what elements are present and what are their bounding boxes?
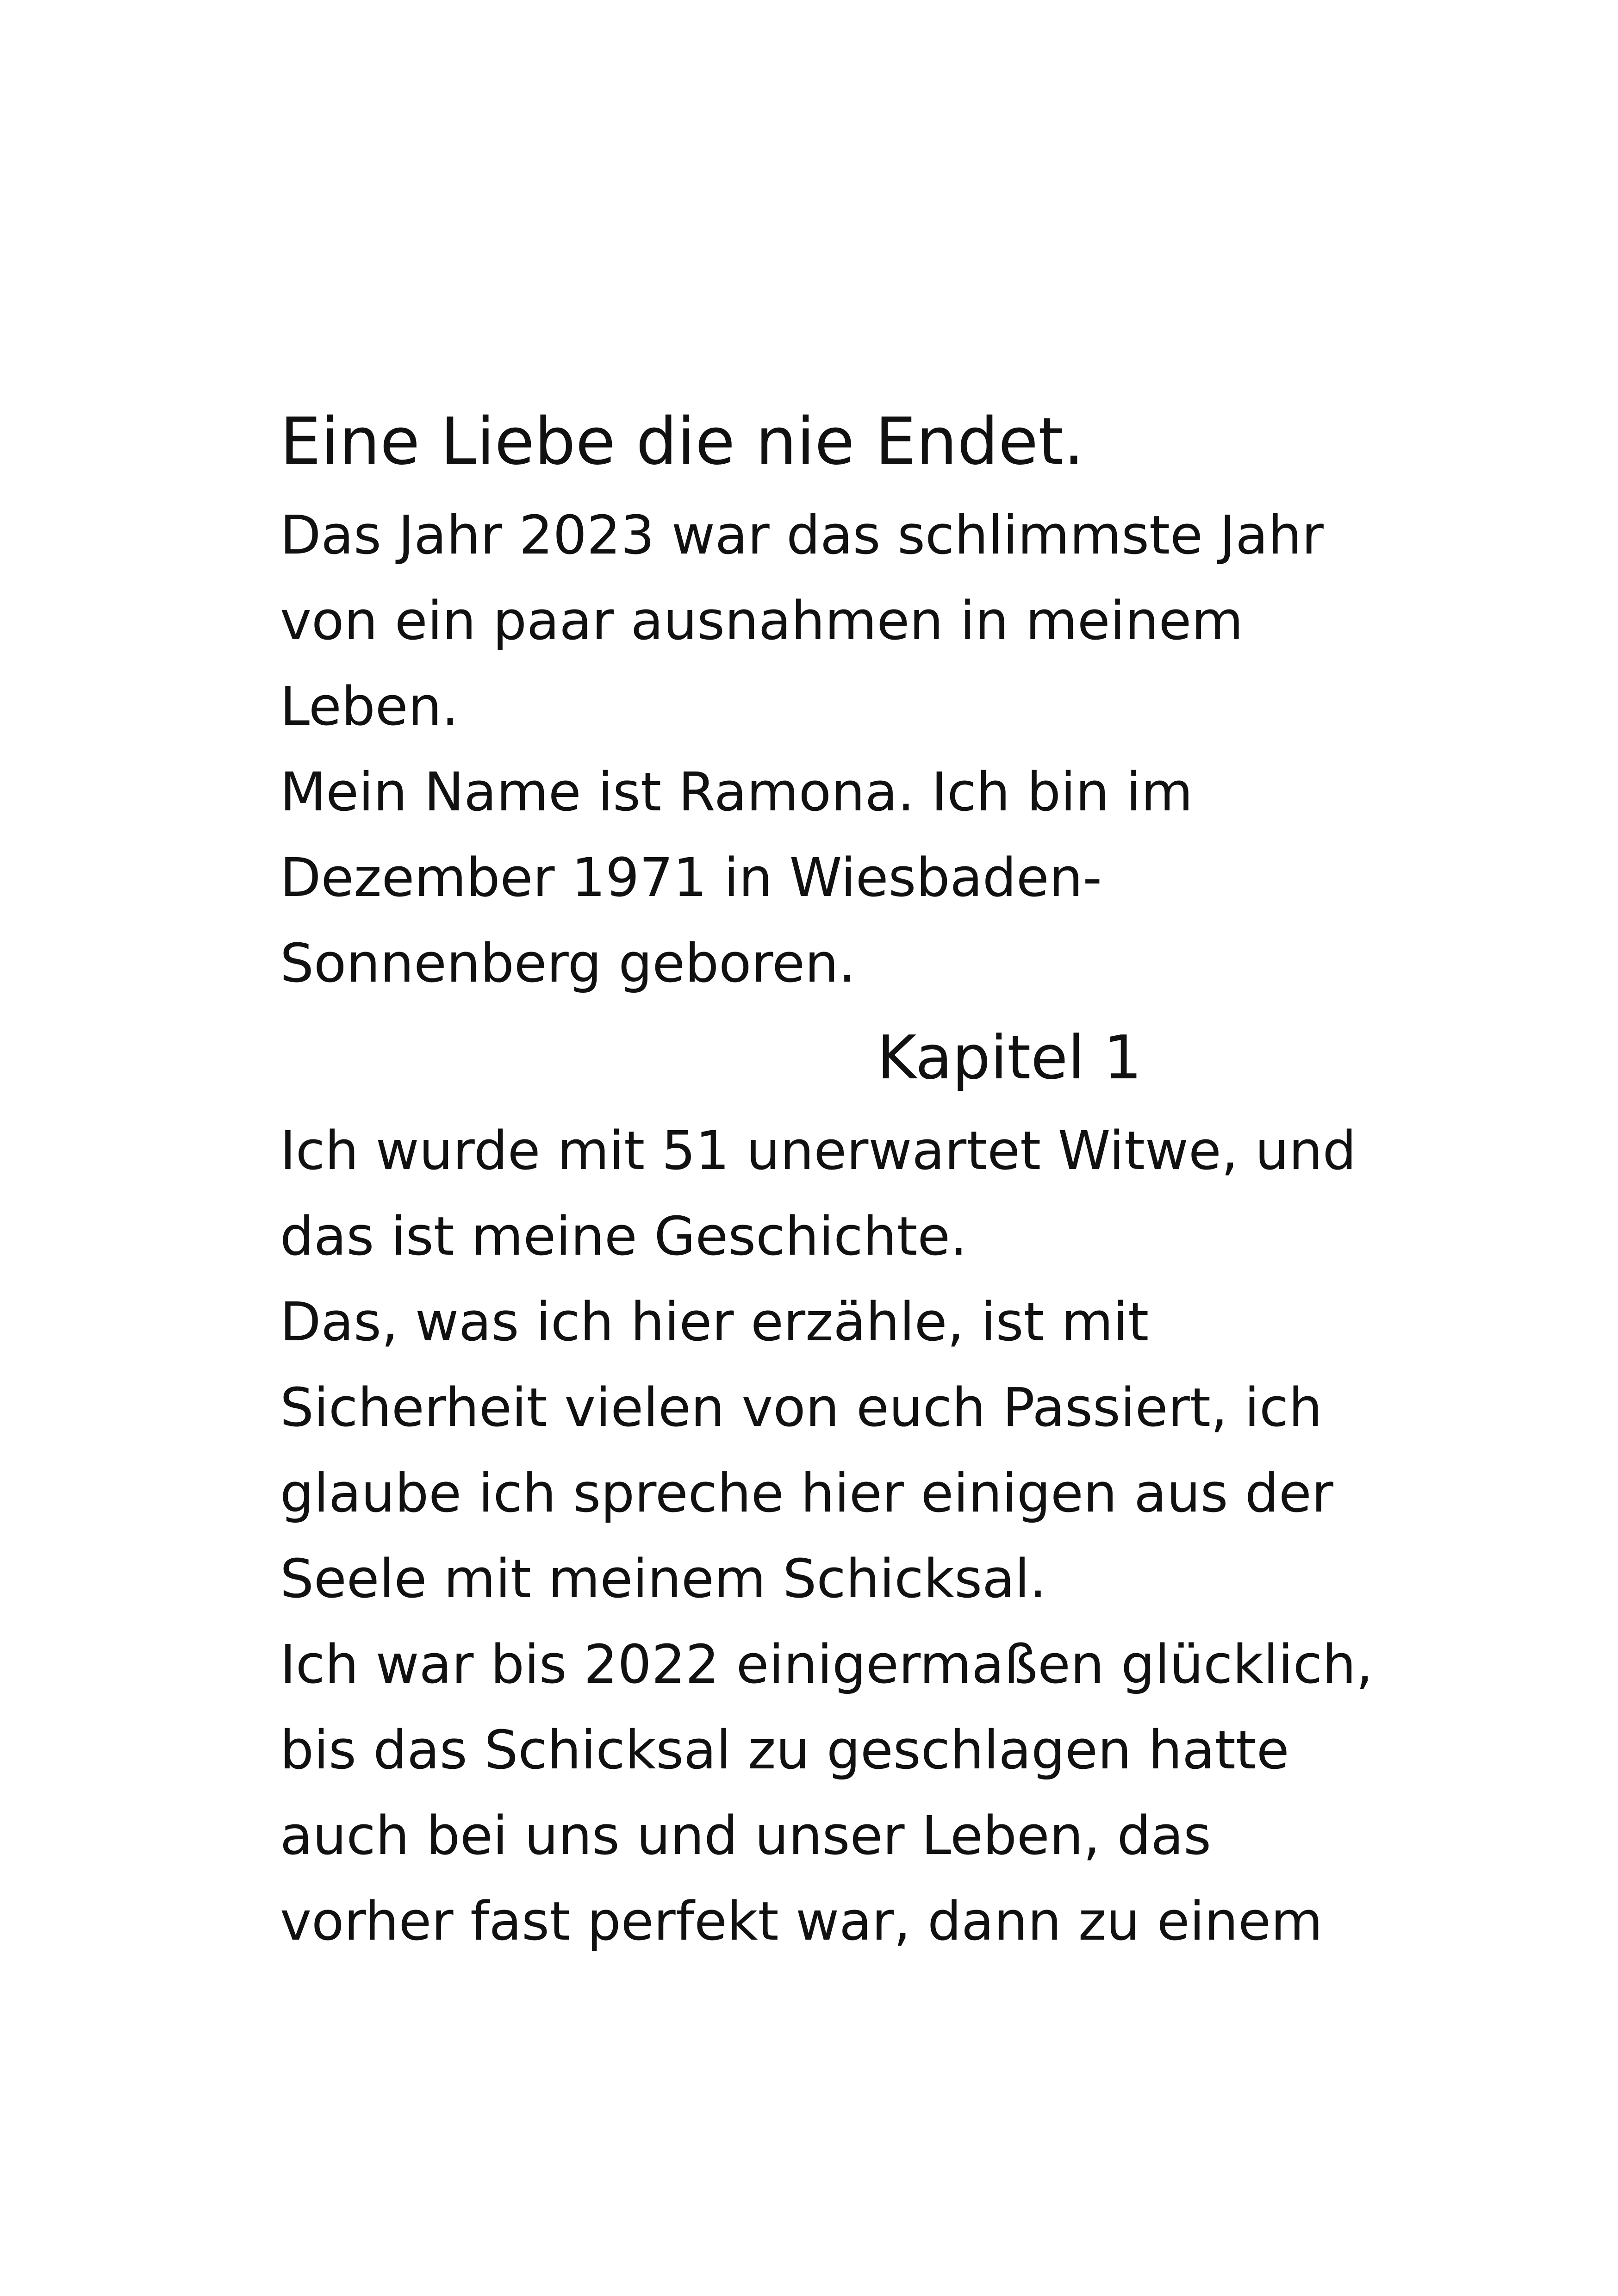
text-line: Mein Name ist Ramona. Ich bin im (280, 761, 1193, 823)
document-title: Eine Liebe die nie Endet. (280, 404, 1084, 479)
text-line: Das Jahr 2023 war das schlimmste Jahr (280, 504, 1324, 566)
text-line: Seele mit meinem Schicksal. (280, 1548, 1047, 1610)
intro-paragraph-2 (280, 750, 1340, 1007)
text-line: von ein paar ausnahmen in meinem (280, 590, 1244, 652)
chapter-heading: Kapitel 1 (877, 1022, 1142, 1093)
text-line: Dezember 1971 in Wiesbaden- (280, 847, 1102, 909)
document-body (280, 398, 1373, 1965)
text-line: glaube ich spreche hier einigen aus der (280, 1462, 1334, 1524)
text-line: Sicherheit vielen von euch Passiert, ich (280, 1377, 1323, 1439)
text-line: vorher fast perfekt war, dann zu einem (280, 1891, 1323, 1953)
text-line: Ich wurde mit 51 unerwartet Witwe, und (280, 1120, 1357, 1182)
chapter-paragraph-3 (280, 1622, 1373, 1965)
chapter-paragraph-1 (280, 1108, 1357, 1280)
intro-paragraph-1 (280, 493, 1340, 750)
text-line: Das, was ich hier erzähle, ist mit (280, 1291, 1149, 1353)
text-line: bis das Schicksal zu geschlagen hatte (280, 1719, 1289, 1781)
text-line: Leben. (280, 676, 459, 738)
text-line: Sonnenberg geboren. (280, 933, 856, 995)
text-line: das ist meine Geschichte. (280, 1206, 967, 1268)
chapter-paragraph-2 (280, 1280, 1340, 1622)
text-line: Ich war bis 2022 einigermaßen glücklich, (280, 1634, 1373, 1696)
text-line: auch bei uns und unser Leben, das (280, 1805, 1212, 1867)
